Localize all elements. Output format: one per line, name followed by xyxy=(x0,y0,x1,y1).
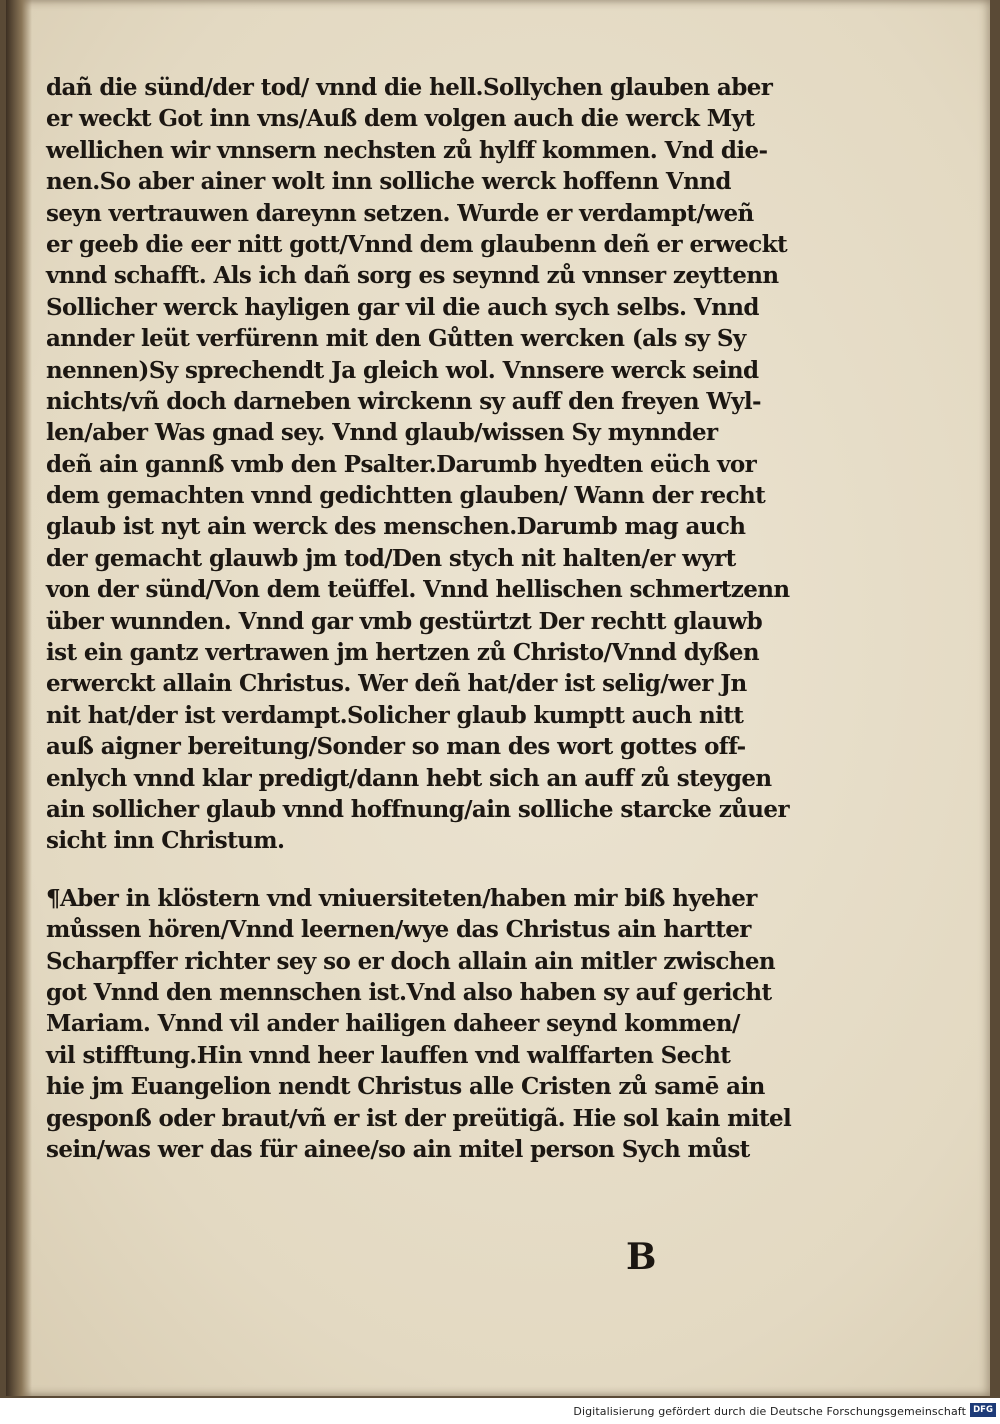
text-line: er weckt Got inn vns/Auß dem volgen auch die werck Myt xyxy=(46,105,755,133)
text-line: Mariam. Vnnd vil ander hailigen daheer seynd kommen/ xyxy=(46,1010,740,1038)
text-line: hie jm Euangelion nendt Christus alle Cristen zů samē ain xyxy=(46,1073,765,1101)
text-line: glaub ist nyt ain werck des menschen.Darumb mag auch xyxy=(46,513,746,541)
paragraph-gap xyxy=(46,857,806,883)
text-line: deñ ain gannß vmb den Psalter.Darumb hyedten eüch vor xyxy=(46,450,757,478)
text-line: er geeb die eer nitt gott/Vnnd dem glaubenn deñ er erweckt xyxy=(46,230,788,258)
signature-mark: B xyxy=(626,1236,657,1278)
text-line: vnnd schafft. Als ich dañ sorg es seynnd zů vnnser zeyttenn xyxy=(46,262,779,290)
text-line: nichts/vñ doch darneben wirckenn sy auff den freyen Wyl- xyxy=(46,387,761,415)
text-line: wellichen wir vnnsern nechsten zů hylff kommen. Vnd die- xyxy=(46,136,768,164)
text-line: enlych vnnd klar predigt/dann hebt sich an auff zů steygen xyxy=(46,764,772,792)
text-line: len/aber Was gnad sey. Vnnd glaub/wissen Sy mynnder xyxy=(46,419,718,447)
paragraph-1 xyxy=(46,72,806,857)
text-line: got Vnnd den mennschen ist.Vnd also haben sy auf gericht xyxy=(46,978,772,1006)
text-line: nen.So aber ainer wolt inn solliche werck hoffenn Vnnd xyxy=(46,168,731,196)
footer-bar xyxy=(0,1398,1000,1424)
text-line: der gemacht glauwb jm tod/Den stych nit halten/er wyrt xyxy=(46,544,736,572)
text-line: seyn vertrauwen dareynn setzen. Wurde er verdampt/weñ xyxy=(46,199,754,227)
text-line: ain sollicher glaub vnnd hoffnung/ain solliche starcke zůuer xyxy=(46,795,789,823)
funding-credit: Digitalisierung gefördert durch die Deutsche Forschungsgemeinschaft xyxy=(573,1405,966,1418)
text-line: von der sünd/Von dem teüffel. Vnnd hellischen schmertzenn xyxy=(46,576,790,604)
text-line: sein/was wer das für ainee/so ain mitel person Sych můst xyxy=(46,1135,750,1163)
text-line: ist ein gantz vertrawen jm hertzen zů Christo/Vnnd dyßen xyxy=(46,639,759,667)
text-line: nit hat/der ist verdampt.Solicher glaub kumptt auch nitt xyxy=(46,701,744,729)
text-line: über wunnden. Vnnd gar vmb gestürtzt Der rechtt glauwb xyxy=(46,607,763,635)
text-line: vil stifftung.Hin vnnd heer lauffen vnd walffarten Secht xyxy=(46,1041,731,1069)
text-line: annder leüt verfürenn mit den Gůtten wercken (als sy Sy xyxy=(46,325,746,353)
paragraph-2 xyxy=(46,883,806,1166)
dfg-logo-icon: DFG xyxy=(970,1403,996,1417)
text-line: můssen hören/Vnnd leernen/wye das Christus ain hartter xyxy=(46,916,751,944)
text-line: dem gemachten vnnd gedichtten glauben/ Wann der recht xyxy=(46,482,766,510)
book-page xyxy=(6,0,990,1396)
text-line: nennen)Sy sprechendt Ja gleich wol. Vnnsere werck seind xyxy=(46,356,759,384)
page-gutter-shadow xyxy=(6,0,32,1396)
text-line: auß aigner bereitung/Sonder so man des wort gottes off- xyxy=(46,733,746,761)
text-line: gesponß oder braut/vñ er ist der preütigã. Hie sol kain mitel xyxy=(46,1104,792,1132)
text-line: erwerckt allain Christus. Wer deñ hat/der ist selig/wer Jn xyxy=(46,670,747,698)
text-line: dañ die sünd/der tod/ vnnd die hell.Sollychen glauben aber xyxy=(46,74,773,101)
text-line: sicht inn Christum. xyxy=(46,827,285,855)
text-line: ¶Aber in klöstern vnd vniuersiteten/haben mir biß hyeher xyxy=(46,884,757,912)
text-line: Scharpffer richter sey so er doch allain ain mitler zwischen xyxy=(46,947,776,975)
body-text xyxy=(46,72,806,1165)
text-line: Sollicher werck hayligen gar vil die auch sych selbs. Vnnd xyxy=(46,293,759,321)
